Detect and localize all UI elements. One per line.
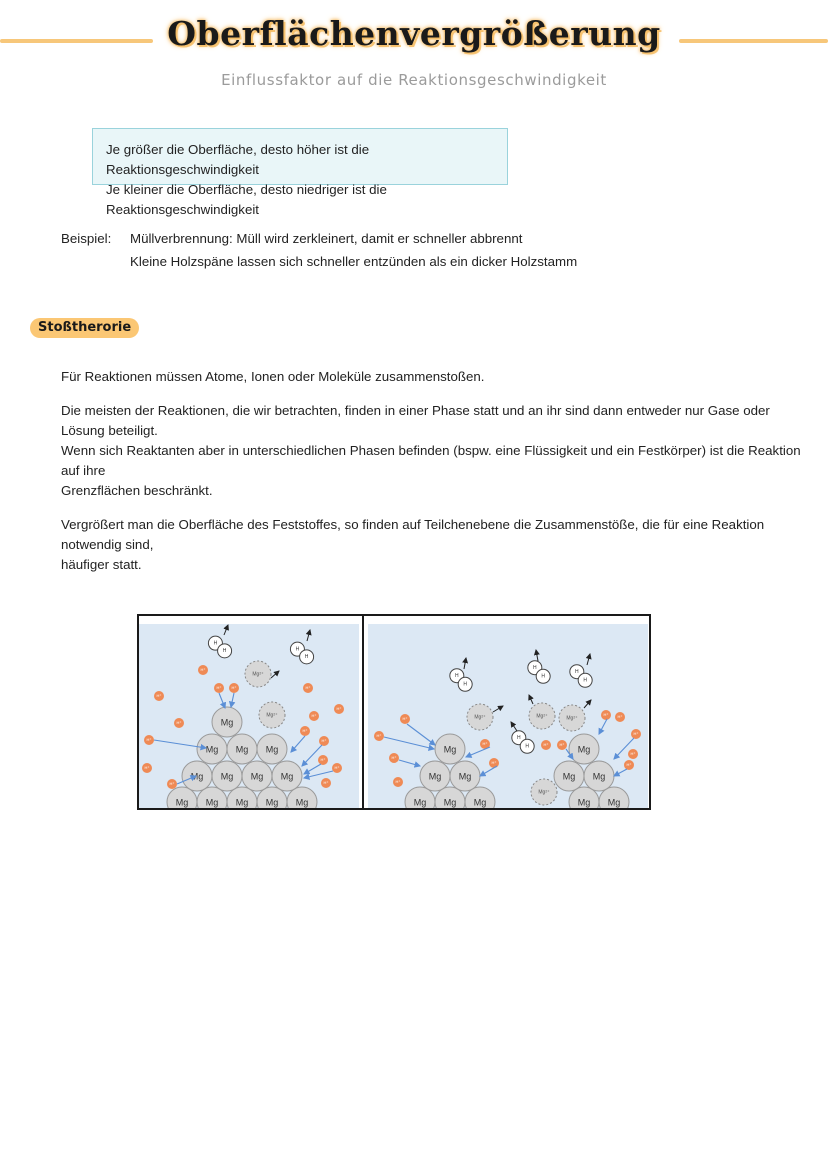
- example-label: Beispiel:: [61, 231, 112, 246]
- mg-ion-label: Mg²⁺: [252, 671, 264, 678]
- h-ion-label: H⁺: [323, 780, 329, 786]
- h2-atom-label: H: [222, 648, 227, 655]
- mg-ion-label: Mg²⁺: [474, 714, 486, 721]
- particle-diagram: [139, 616, 649, 808]
- mg-atom-label: Mg: [175, 797, 189, 808]
- mg-ion-label: Mg²⁺: [266, 712, 278, 719]
- h2-atom-label: H: [213, 640, 218, 647]
- mg-atom-label: Mg: [443, 797, 457, 808]
- h-ion-label: H⁺: [402, 716, 408, 722]
- mg-atom-label: Mg: [577, 744, 591, 755]
- h-ion-label: H⁺: [630, 751, 636, 757]
- h-ion-label: H⁺: [543, 742, 549, 748]
- h-ion-label: H⁺: [633, 731, 639, 737]
- example-line-2: Kleine Holzspäne lassen sich schneller entzünden als ein dicker Holzstamm: [130, 254, 578, 269]
- h-ion-label: H⁺: [559, 742, 565, 748]
- h2-atom-label: H: [304, 654, 309, 661]
- h-ion-label: H⁺: [320, 757, 326, 763]
- paragraph-2-line-3: Grenzflächen beschränkt.: [61, 483, 213, 498]
- h-ion-label: H⁺: [321, 738, 327, 744]
- paragraph-2-line-1: Die meisten der Reaktionen, die wir betrachten, finden in einer Phase statt und an ihr sind dann entweder nur Gase oder Lösung beteiligt.: [61, 403, 770, 438]
- h-ion-label: H⁺: [144, 765, 150, 771]
- page-subtitle: Einflussfaktor auf die Reaktionsgeschwindigkeit: [221, 71, 607, 89]
- mg-atom-label: Mg: [562, 771, 576, 782]
- h-ion-label: H⁺: [395, 779, 401, 785]
- mg-atom-label: Mg: [280, 771, 294, 782]
- mg-atom-label: Mg: [265, 744, 279, 755]
- mg-atom-label: Mg: [428, 771, 442, 782]
- h2-atom-label: H: [533, 665, 537, 672]
- mg-atom-label: Mg: [205, 797, 219, 808]
- mg-atom-label: Mg: [592, 771, 606, 782]
- h-ion-label: H⁺: [491, 760, 497, 766]
- h-ion-label: H⁺: [334, 765, 340, 771]
- mg-atom-label: Mg: [205, 744, 219, 755]
- rule-box: [92, 128, 508, 217]
- h-ion-label: H⁺: [336, 706, 342, 712]
- h-ion-label: H⁺: [603, 712, 609, 718]
- h-ion-label: H⁺: [231, 685, 237, 691]
- h-ion-label: H⁺: [200, 667, 206, 673]
- mg-atom-label: Mg: [458, 771, 472, 782]
- h-ion-label: H⁺: [302, 728, 308, 734]
- mg-ion-label: Mg²⁺: [536, 713, 548, 720]
- rule-line-1: Je größer die Oberfläche, desto höher ist die Reaktionsgeschwindigkeit: [106, 142, 370, 177]
- h-ion-label: H⁺: [156, 693, 162, 699]
- example-line-1: Müllverbrennung: Müll wird zerkleinert, damit er schneller abbrennt: [130, 231, 523, 246]
- h-ion-label: H⁺: [391, 755, 397, 761]
- mg-atom-label: Mg: [190, 771, 204, 782]
- paragraph-3-line-1: Vergrößert man die Oberfläche des Feststoffes, so finden auf Teilchenebene die Zusammenstöße, die für eine Reaktion notwendig sind,: [61, 517, 765, 552]
- mg-atom-label: Mg: [413, 797, 427, 808]
- mg-atom-label: Mg: [265, 797, 279, 808]
- h-ion-label: H⁺: [376, 733, 382, 739]
- h2-atom-label: H: [525, 743, 529, 750]
- h-ion-label: H⁺: [617, 714, 623, 720]
- paragraph-1: Für Reaktionen müssen Atome, Ionen oder Moleküle zusammenstoßen.: [61, 369, 485, 384]
- h2-atom-label: H: [295, 646, 300, 653]
- section-body: [61, 367, 806, 575]
- paragraph-2-line-2: Wenn sich Reaktanten aber in unterschiedlichen Phasen befinden (bspw. eine Flüssigkeit und ein Festkörper) ist die Reaktion auf ihre: [61, 443, 801, 478]
- particle-figure: [137, 614, 651, 810]
- h-ion-label: H⁺: [311, 713, 317, 719]
- mg-atom-label: Mg: [473, 797, 487, 808]
- h2-atom-label: H: [455, 673, 459, 680]
- h-ion-label: H⁺: [169, 781, 175, 787]
- mg-atom-label: Mg: [235, 797, 249, 808]
- mg-atom-label: Mg: [220, 771, 234, 782]
- page-title: Oberflächenvergrößerung: [167, 14, 661, 53]
- h2-atom-label: H: [583, 677, 587, 684]
- h2-atom-label: H: [541, 673, 545, 680]
- paragraph-3-line-2: häufiger statt.: [61, 557, 142, 572]
- mg-atom-label: Mg: [250, 771, 264, 782]
- rule-line-2: Je kleiner die Oberfläche, desto niedriger ist die Reaktionsgeschwindigkeit: [106, 182, 387, 217]
- mg-atom-label: Mg: [577, 797, 591, 808]
- mg-atom-label: Mg: [607, 797, 621, 808]
- h-ion-label: H⁺: [626, 762, 632, 768]
- h-ion-label: H⁺: [146, 737, 152, 743]
- mg-atom-label: Mg: [443, 744, 457, 755]
- h2-atom-label: H: [517, 735, 521, 742]
- h-ion-label: H⁺: [216, 685, 222, 691]
- mg-ion-label: Mg²⁺: [566, 715, 578, 722]
- mg-atom-label: Mg: [295, 797, 309, 808]
- h-ion-label: H⁺: [305, 685, 311, 691]
- section-tag: Stoßtherorie: [30, 318, 139, 338]
- mg-ion-label: Mg²⁺: [538, 789, 550, 796]
- h-ion-label: H⁺: [176, 720, 182, 726]
- mg-atom-label: Mg: [220, 717, 234, 728]
- h2-atom-label: H: [463, 681, 467, 688]
- h-ion-label: H⁺: [482, 741, 488, 747]
- mg-atom-label: Mg: [235, 744, 249, 755]
- h2-atom-label: H: [575, 669, 579, 676]
